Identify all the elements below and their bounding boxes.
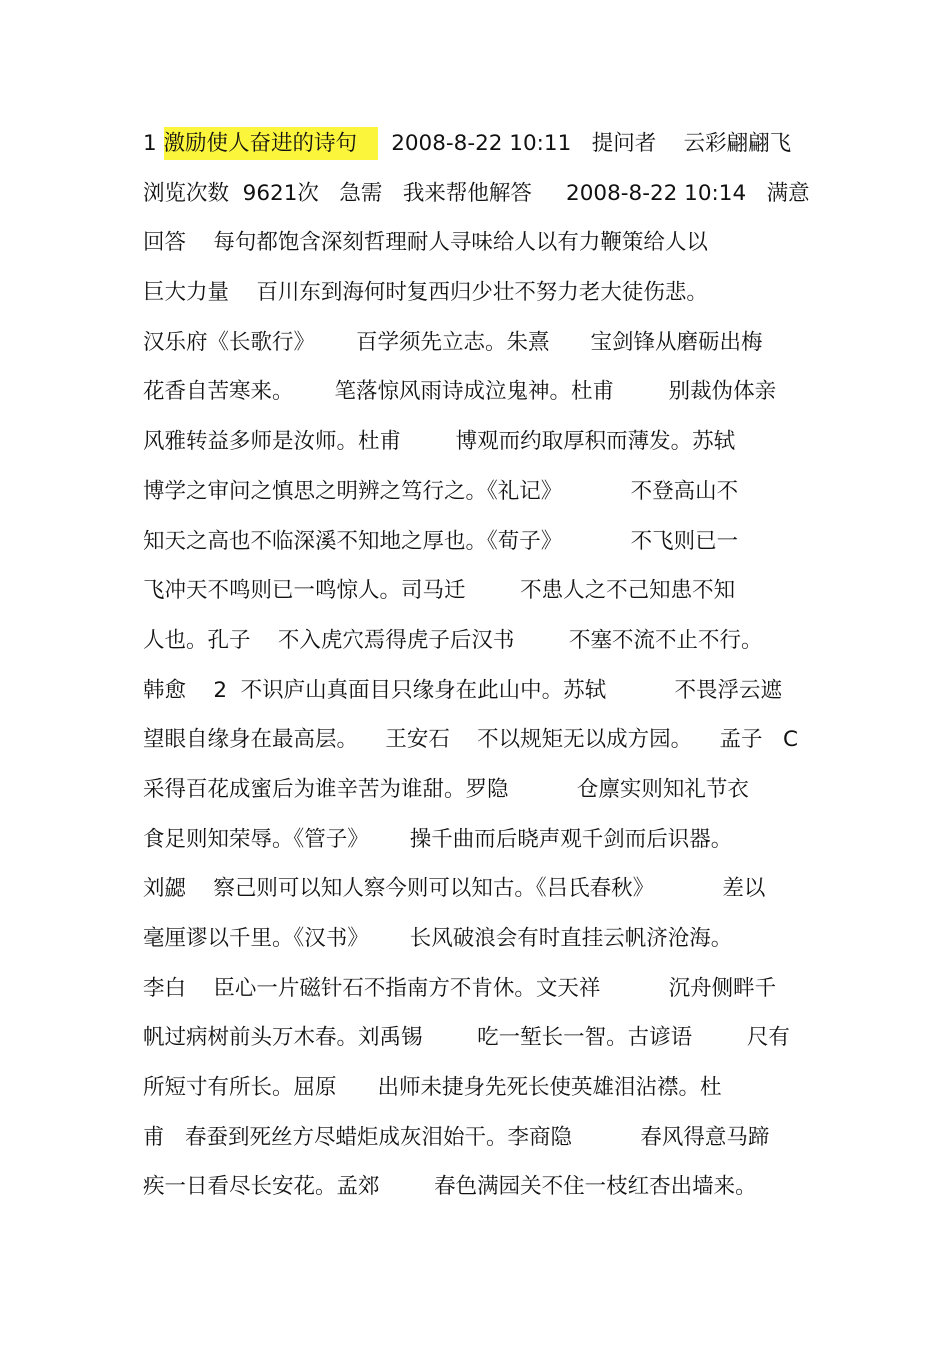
item-number: 1 xyxy=(143,131,164,156)
document-line: 采得百花成蜜后为谁辛苦为谁甜。罗隐 仓廪实则知礼节衣 xyxy=(143,776,749,802)
document-line: 飞冲天不鸣则已一鸣惊人。司马迁 不患人之不己知患不知 xyxy=(143,578,736,604)
document-line: 博学之审问之慎思之明辨之笃行之。《礼记》 不登高山不 xyxy=(143,478,739,504)
document-line: 毫厘谬以千里。《汉书》 长风破浪会有时直挂云帆济沧海。 xyxy=(143,926,733,951)
document-line: 望眼自缘身在最高层。 王安石 不以规矩无以成方园。 孟子 C xyxy=(143,727,799,753)
document-line: 刘勰 察己则可以知人察今则可以知古。《吕氏春秋》 差以 xyxy=(143,876,766,902)
document-line: 人也。孔子 不入虎穴焉得虎子后汉书 不塞不流不止不行。 xyxy=(143,627,763,653)
document-line-1 xyxy=(143,122,823,172)
document-line: 甫 春蚕到死丝方尽蜡炬成灰泪始干。李商隐 春风得意马蹄 xyxy=(143,1124,770,1150)
document-line: 食足则知荣辱。《管子》 操千曲而后晓声观千剑而后识器。 xyxy=(143,826,733,852)
document-line: 花香自苦寒来。 笔落惊风雨诗成泣鬼神。杜甫 别裁伪体亲 xyxy=(143,379,777,405)
document-line: 韩愈 2 不识庐山真面目只缘身在此山中。苏轼 不畏浮云遮 xyxy=(143,677,783,703)
document-line: 风雅转益多师是汝师。杜甫 博观而约取厚积而薄发。苏轼 xyxy=(143,429,736,455)
document-body xyxy=(143,122,823,1215)
question-meta: 2008-8-22 10:11 提问者 云彩翩翩飞 xyxy=(377,131,792,156)
document-line: 知天之高也不临深溪不知地之厚也。《荀子》 不飞则已一 xyxy=(143,528,739,554)
document-line: 疾一日看尽长安花。孟郊 春色满园关不住一枝红杏出墙来。 xyxy=(143,1174,757,1200)
document-line: 汉乐府《长歌行》 百学须先立志。朱熹 宝剑锋从磨砺出梅 xyxy=(143,329,763,355)
document-line: 帆过病树前头万木春。刘禹锡 吃一堑长一智。古谚语 尺有 xyxy=(143,1025,790,1051)
highlighted-title: 激励使人奋进的诗句 xyxy=(164,127,378,160)
document-line: 巨大力量 百川东到海何时复西归少壮不努力老大徒伤悲。 xyxy=(143,280,708,306)
document-line: 所短寸有所长。屈原 出师未捷身先死长使英雄泪沾襟。杜 xyxy=(143,1075,722,1101)
document-line: 回答 每句都饱含深刻哲理耐人寻味给人以有力鞭策给人以 xyxy=(143,230,708,256)
document-line: 浏览次数 9621次 急需 我来帮他解答 2008-8-22 10:14 满意 xyxy=(143,180,810,206)
document-line: 李白 臣心一片磁针石不指南方不肯休。文天祥 沉舟侧畔千 xyxy=(143,975,777,1001)
